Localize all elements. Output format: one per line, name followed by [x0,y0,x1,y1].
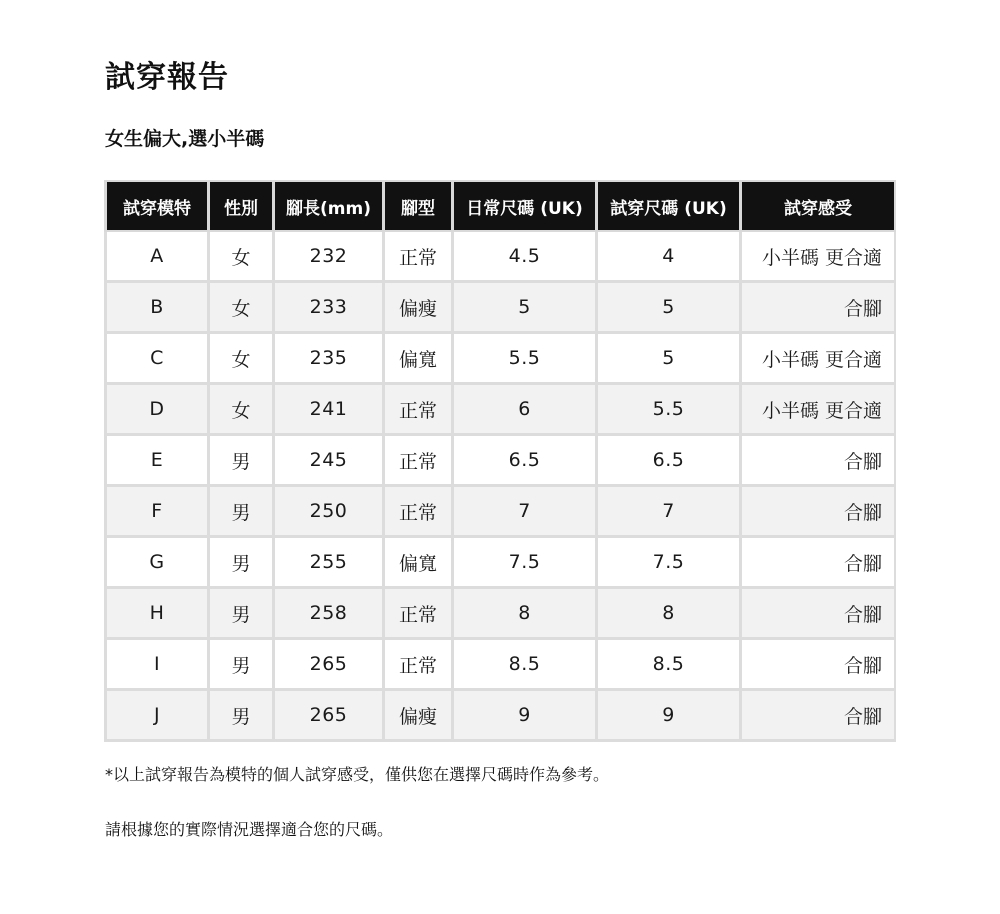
table-row [104,385,896,436]
header-foot-length: 腳長(mm) [272,180,382,232]
cell-foot-shape: 偏寬 [382,538,451,589]
cell-foot-shape: 正常 [382,589,451,640]
cell-usual-size: 8 [451,589,595,640]
cell-gender: 男 [207,640,272,691]
header-gender: 性別 [207,180,272,232]
cell-model: D [104,385,207,436]
cell-foot-shape: 偏寬 [382,334,451,385]
cell-foot-length: 235 [272,334,382,385]
cell-foot-shape: 正常 [382,232,451,283]
header-model: 試穿模特 [104,180,207,232]
cell-fit-feeling: 合腳 [739,538,896,589]
table-row [104,589,896,640]
cell-usual-size: 5.5 [451,334,595,385]
table-row [104,334,896,385]
cell-usual-size: 7 [451,487,595,538]
page-title: 試穿報告 [105,60,229,95]
cell-model: F [104,487,207,538]
cell-foot-shape: 偏瘦 [382,283,451,334]
cell-trial-size: 9 [595,691,739,742]
table-row [104,691,896,742]
fit-report-table [104,180,896,742]
cell-fit-feeling: 合腳 [739,691,896,742]
cell-foot-shape: 正常 [382,487,451,538]
cell-gender: 男 [207,691,272,742]
cell-gender: 女 [207,283,272,334]
cell-fit-feeling: 合腳 [739,640,896,691]
cell-fit-feeling: 小半碼 更合適 [739,385,896,436]
cell-foot-length: 245 [272,436,382,487]
cell-model: E [104,436,207,487]
table-body [104,232,896,742]
cell-model: A [104,232,207,283]
cell-usual-size: 6 [451,385,595,436]
cell-model: G [104,538,207,589]
disclaimer-note: *以上試穿報告為模特的個人試穿感受，僅供您在選擇尺碼時作為參考。 [105,765,610,784]
cell-usual-size: 8.5 [451,640,595,691]
header-usual-size: 日常尺碼 (UK) [451,180,595,232]
cell-trial-size: 5.5 [595,385,739,436]
cell-model: C [104,334,207,385]
header-trial-size: 試穿尺碼 (UK) [595,180,739,232]
header-foot-shape: 腳型 [382,180,451,232]
cell-fit-feeling: 小半碼 更合適 [739,334,896,385]
cell-trial-size: 6.5 [595,436,739,487]
cell-model: B [104,283,207,334]
cell-trial-size: 4 [595,232,739,283]
cell-usual-size: 5 [451,283,595,334]
cell-foot-length: 265 [272,640,382,691]
cell-gender: 男 [207,589,272,640]
header-fit-feeling: 試穿感受 [739,180,896,232]
cell-gender: 男 [207,538,272,589]
cell-foot-shape: 偏瘦 [382,691,451,742]
cell-foot-length: 233 [272,283,382,334]
subtitle: 女生偏大,選小半碼 [105,128,265,150]
cell-usual-size: 6.5 [451,436,595,487]
cell-model: I [104,640,207,691]
cell-gender: 男 [207,487,272,538]
table-row [104,283,896,334]
table-row [104,436,896,487]
cell-usual-size: 4.5 [451,232,595,283]
cell-foot-length: 255 [272,538,382,589]
cell-foot-length: 241 [272,385,382,436]
cell-foot-length: 250 [272,487,382,538]
cell-gender: 女 [207,232,272,283]
table-row [104,487,896,538]
cell-fit-feeling: 合腳 [739,487,896,538]
cell-gender: 女 [207,334,272,385]
cell-model: J [104,691,207,742]
cell-fit-feeling: 小半碼 更合適 [739,232,896,283]
table-row [104,232,896,283]
cell-trial-size: 8.5 [595,640,739,691]
cell-gender: 女 [207,385,272,436]
cell-foot-shape: 正常 [382,436,451,487]
cell-foot-length: 258 [272,589,382,640]
table-row [104,538,896,589]
cell-trial-size: 7 [595,487,739,538]
cell-trial-size: 5 [595,334,739,385]
cell-trial-size: 8 [595,589,739,640]
cell-trial-size: 7.5 [595,538,739,589]
table-header-row [104,180,896,232]
advice-note: 請根據您的實際情況選擇適合您的尺碼。 [105,820,394,839]
cell-foot-length: 232 [272,232,382,283]
cell-foot-shape: 正常 [382,385,451,436]
cell-foot-length: 265 [272,691,382,742]
cell-foot-shape: 正常 [382,640,451,691]
cell-usual-size: 9 [451,691,595,742]
cell-usual-size: 7.5 [451,538,595,589]
table-row [104,640,896,691]
cell-model: H [104,589,207,640]
cell-fit-feeling: 合腳 [739,589,896,640]
cell-fit-feeling: 合腳 [739,283,896,334]
cell-gender: 男 [207,436,272,487]
cell-trial-size: 5 [595,283,739,334]
cell-fit-feeling: 合腳 [739,436,896,487]
